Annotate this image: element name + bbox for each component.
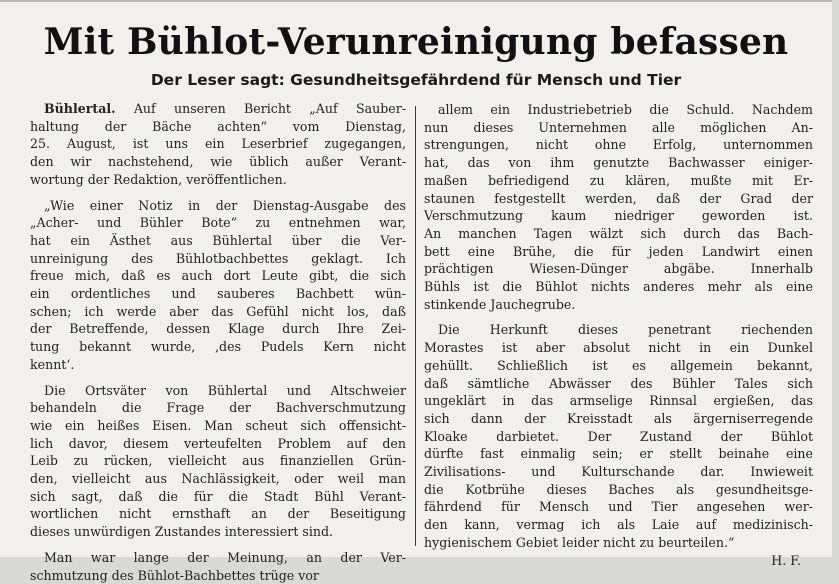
text-line: hygienischem Gebiet leider nicht zu beurteilen.“ bbox=[424, 534, 735, 550]
subheadline: Der Leser sagt: Gesundheitsgefährdend für Mensch und Tier bbox=[150, 71, 682, 89]
text-line: schmutzung des Bühlot-Bachbettes trüge vor bbox=[30, 567, 319, 583]
text-line: Bühls ist die Bühlot nichts anderes mehr als eine bbox=[424, 279, 813, 295]
headline: Mit Bühlot-Verunreinigung befassen bbox=[43, 21, 789, 63]
text-line: der Betreffende, dessen Klage durch Ihre Zei- bbox=[30, 321, 406, 337]
text-line: Die Ortsväter von Bühlertal und Altschweier bbox=[44, 382, 406, 398]
text-line: Verschmutzung kaum niedriger geworden ist. bbox=[424, 208, 813, 224]
left-column bbox=[30, 100, 406, 584]
text-line: behandeln die Frage der Bachverschmutzung bbox=[30, 400, 406, 416]
text-line: „Wie einer Notiz in der Dienstag-Ausgabe des bbox=[44, 197, 406, 213]
text-line: „Acher- und Bühler Bote“ zu entnehmen war, bbox=[30, 215, 406, 231]
text-line: Man war lange der Meinung, an der Ver- bbox=[44, 549, 406, 565]
text-line: strengungen, nicht ohne Erfolg, unternommen bbox=[424, 137, 813, 153]
text-line: freue mich, daß es auch dort Leute gibt, die sich bbox=[30, 268, 406, 284]
column-divider bbox=[415, 106, 416, 546]
text-line: Die Herkunft dieses penetrant riechenden bbox=[438, 322, 813, 338]
author-signature: H. F. bbox=[771, 552, 801, 568]
paragraph bbox=[424, 101, 813, 313]
text-line: ungeklärt in das armselige Rinnsal ergießen, das bbox=[424, 393, 813, 409]
paragraph bbox=[30, 549, 406, 584]
text-line: Zivilisations- und Kulturschande dar. Inwieweit bbox=[424, 464, 813, 480]
text-line: Leib zu rücken, vielleicht aus finanziellen Grün- bbox=[30, 453, 406, 469]
text-line: den wir nachstehend, wie üblich außer Verant- bbox=[30, 154, 406, 170]
dateline-place: Bühlertal. bbox=[44, 101, 116, 116]
text-line: bett eine Brühe, die für jeden Landwirt einen bbox=[424, 243, 813, 259]
text-line: An manchen Tagen wälzt sich durch das Bach- bbox=[424, 225, 813, 241]
text-line: maßen befriedigend zu klären, mußte mit Er- bbox=[424, 172, 813, 188]
text-line: wortung der Redaktion, veröffentlichen. bbox=[30, 171, 287, 187]
text-line: nun dieses Unternehmen alle möglichen An- bbox=[424, 119, 813, 135]
text-line: tung bekannt wurde, ‚des Pudels Kern nicht bbox=[30, 339, 406, 355]
text-line: hat, das von ihm genutzte Bachwasser einiger- bbox=[424, 155, 813, 171]
text-line: wie ein heißes Eisen. Man scheut sich offensicht- bbox=[30, 417, 406, 433]
text-line: dieses unwürdigen Zustandes interessiert sind. bbox=[30, 524, 334, 540]
paragraph bbox=[30, 382, 406, 541]
text-line: sich dann der Kreisstadt als ärgerniserregende bbox=[424, 410, 813, 426]
text-line: haltung der Bäche achten“ vom Dienstag, bbox=[30, 118, 406, 134]
text-line: gehüllt. Schließlich ist es allgemein bekannt, bbox=[424, 357, 813, 373]
text-line: prächtigen Wiesen-Dünger abgäbe. Innerhalb bbox=[424, 261, 813, 277]
paragraph bbox=[30, 100, 406, 189]
text-line: wortlichen nicht ernsthaft an der Beseitigung bbox=[30, 506, 406, 522]
text-line: den, vielleicht aus Nachlässigkeit, oder weil man bbox=[30, 471, 406, 487]
text-line: 25. August, ist uns ein Leserbrief zugegangen, bbox=[30, 136, 406, 152]
text-line: stinkende Jauchegrube. bbox=[424, 296, 576, 312]
text-line: Morastes ist aber absolut nicht in ein Dunkel bbox=[424, 340, 813, 356]
text-line: fährdend für Mensch und Tier angesehen wer- bbox=[424, 499, 813, 515]
text-line: dürfte fast einmalig sein; er stellt beinahe eine bbox=[424, 446, 813, 462]
text-line: lich davor, diesem verteufelten Problem auf den bbox=[30, 435, 406, 451]
text-line: staunen festgestellt werden, daß der Grad der bbox=[424, 190, 813, 206]
text-line: Kloake darbietet. Der Zustand der Bühlot bbox=[424, 428, 813, 444]
text-line: daß sämtliche Abwässer des Bühler Tales sich bbox=[424, 375, 813, 391]
paragraph bbox=[424, 321, 813, 551]
text-line: schen; ich werde aber das Gefühl nicht los, daß bbox=[30, 303, 406, 319]
top-rule bbox=[0, 0, 832, 2]
text-line: sich sagt, daß die für die Stadt Bühl Verant- bbox=[30, 488, 406, 504]
text-line: Bühlertal. Auf unseren Bericht „Auf Sauber- bbox=[44, 101, 406, 116]
text-line: kennt‘. bbox=[30, 356, 75, 372]
text-line: ein ordentliches und sauberes Bachbett wün- bbox=[30, 286, 406, 302]
text-line: den kann, vermag ich als Laie auf medizinisch- bbox=[424, 517, 813, 533]
text-line: hat ein Ästhet aus Bühlertal über die Ver- bbox=[30, 232, 406, 248]
text-line: unreinigung des Bühlotbachbettes geklagt. Ich bbox=[30, 250, 406, 266]
paragraph bbox=[30, 197, 406, 374]
right-column bbox=[424, 101, 813, 569]
text-line: die Kotbrühe dieses Baches als gesundheitsge- bbox=[424, 481, 813, 497]
text-line: allem ein Industriebetrieb die Schuld. Nachdem bbox=[438, 102, 813, 117]
